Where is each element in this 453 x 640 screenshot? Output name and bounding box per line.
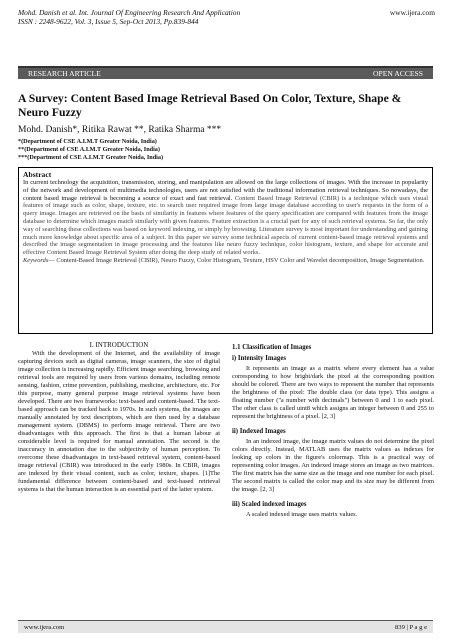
left-column bbox=[18, 341, 220, 494]
keywords-text: — Content-Based Image Retrieval (CBIR), Neuro Fuzzy, Color Histogram, Texture, HSV Color and Wavelet decomposition, Image Segmentation. bbox=[48, 256, 425, 264]
scaled-indexed-images-heading: iii) Scaled indexed images bbox=[232, 501, 307, 508]
journal-header bbox=[18, 8, 240, 26]
page-footer bbox=[18, 620, 433, 633]
abstract-part-1: In current technology the acquisition, transmission, storing, and manipulation are allowed on the large collections of images. With the increase in popularity of the network and development of multimedia technologies, users are not satisfied with the traditional information retrieval techniques. So nowadays, the content based image retrieval is becoming a source of exact and fast retrieval. bbox=[23, 179, 428, 202]
abstract-part-2: Content Based Image Retrieval (CBIR) is a technique which uses visual features of image such as color, shape, texture, etc. to search user required image from large image database according to user's requests in the form of a query image. Images are retrieved on the basis of similarity in features where features of the query specification are compared with features from the image database to determine which images match similarly with given features. Feature extraction is a crucial part for any of such retrieval systems. So far, the only way of searching these collections was based on keyword indexing, or simply by browsing. Literature survey is most important for understanding and gaining much more knowledge about specific area of a subject. In this paper we survey some technical aspects of current content-based image retrieval systems and described the image segmentation in image processing and the features like neuro fuzzy technique, color histogram, texture, and shape for accurate and effective Content Based Image Retrieval System after doing the deep study of related works. bbox=[23, 194, 428, 257]
right-column bbox=[232, 341, 434, 519]
affiliations bbox=[18, 138, 163, 163]
affiliation-3: ***(Department of CSE A.I.M.T Greater Noida, India) bbox=[18, 154, 164, 162]
classification-heading: 1.1 Classification of Images bbox=[232, 344, 312, 351]
indexed-images-heading: ii) Indexed Images bbox=[232, 428, 286, 435]
author-list: Mohd. Danish*, Ritika Rawat **, Ratika Sharma *** bbox=[18, 125, 222, 135]
journal-citation: Mohd. Danish et al. Int. Journal Of Engineering Research And Application bbox=[18, 8, 241, 17]
indexed-images-paragraph: In an indexed image, the image matrix values do not determine the pixel colors directly. Instead, MATLAB uses the matrix values as indexes for looking up colors in the figure's colormap. This is a practical way of representing color images. An indexed image stores an image as two matrices. The first matrix has the same size as the image and one number for each pixel. The second matrix is called the color map and its size may be different from the image. [2, 3] bbox=[232, 438, 434, 493]
scaled-indexed-images-paragraph: A scaled indexed image uses matrix values. bbox=[246, 511, 358, 518]
affiliation-1: *(Department of CSE A.I.M.T Greater Noida, India) bbox=[18, 138, 157, 145]
keywords bbox=[23, 257, 428, 265]
paper-title: A Survey: Content Based Image Retrieval Based On Color, Texture, Shape & Neuro Fuzzy bbox=[18, 92, 402, 119]
article-type-band bbox=[18, 66, 433, 79]
intensity-images-heading: i) Intensity Images bbox=[232, 355, 286, 362]
header-website-link[interactable]: www.ijera.com bbox=[389, 8, 435, 17]
keywords-label: Keywords bbox=[23, 256, 49, 264]
research-article-label: RESEARCH ARTICLE bbox=[28, 69, 101, 78]
open-access-label: OPEN ACCESS bbox=[372, 69, 423, 78]
intensity-images-paragraph: It represents an image as a matrix where every element has a value corresponding to how bright/dark the pixel at the corresponding position should be colored. There are two ways to represent the number that represents the brightness of the pixel: The double class (or data type). This assigns a floating number ("a number with decimals") between 0 and 1 to each pixel. The other class is called uint8 which assigns an integer between 0 and 255 to represent the brightness of a pixel. [2, 3] bbox=[232, 365, 434, 420]
page-number: 839 | P a g e bbox=[394, 623, 427, 631]
footer-website-link[interactable]: www.ijera.com bbox=[24, 623, 65, 631]
affiliation-2: **(Department of CSE A.I.M.T Greater Noida, India) bbox=[18, 146, 160, 154]
abstract-box bbox=[18, 167, 433, 334]
abstract-heading: Abstract bbox=[23, 170, 52, 179]
journal-issn: ISSN : 2248-9622, Vol. 3, Issue 5, Sep-Oct 2013, Pp.839-844 bbox=[18, 17, 199, 26]
introduction-paragraph: With the development of the Internet, and the availability of image capturing devices such as digital cameras, image scanners, the size of digital image collection is increasing rapidly. Efficient image searching, browsing and retrieval tools are required by users from various domains, including remote sensing, fashion, crime prevention, publishing, medicine, architecture, etc. For this purpose, many general purpose image retrieval systems have been developed. There are two frameworks: text-based and content-based. The text-based approach can be tracked back to 1970s. In such systems, the images are manually annotated by text descriptors, which are then used by a database management system. (DBMS) to perform image retrieval. There are two disadvantages with this approach. The first is that a human labour at considerable level is required for manual annotation. The second is the inaccuracy in annotation due to the subjectivity of human perception. To overcome these disadvantages in text-based retrieval system, content-based image retrieval (CBIR) was introduced in the early 1980s. In CBIR, images are indexed by their visual content, such as color, texture, shapes. [1]The fundamental difference between content-based and text-based retrieval systems is that the human interaction is an essential part of the latter system. bbox=[18, 350, 220, 493]
introduction-heading: I. INTRODUCTION bbox=[89, 341, 149, 349]
